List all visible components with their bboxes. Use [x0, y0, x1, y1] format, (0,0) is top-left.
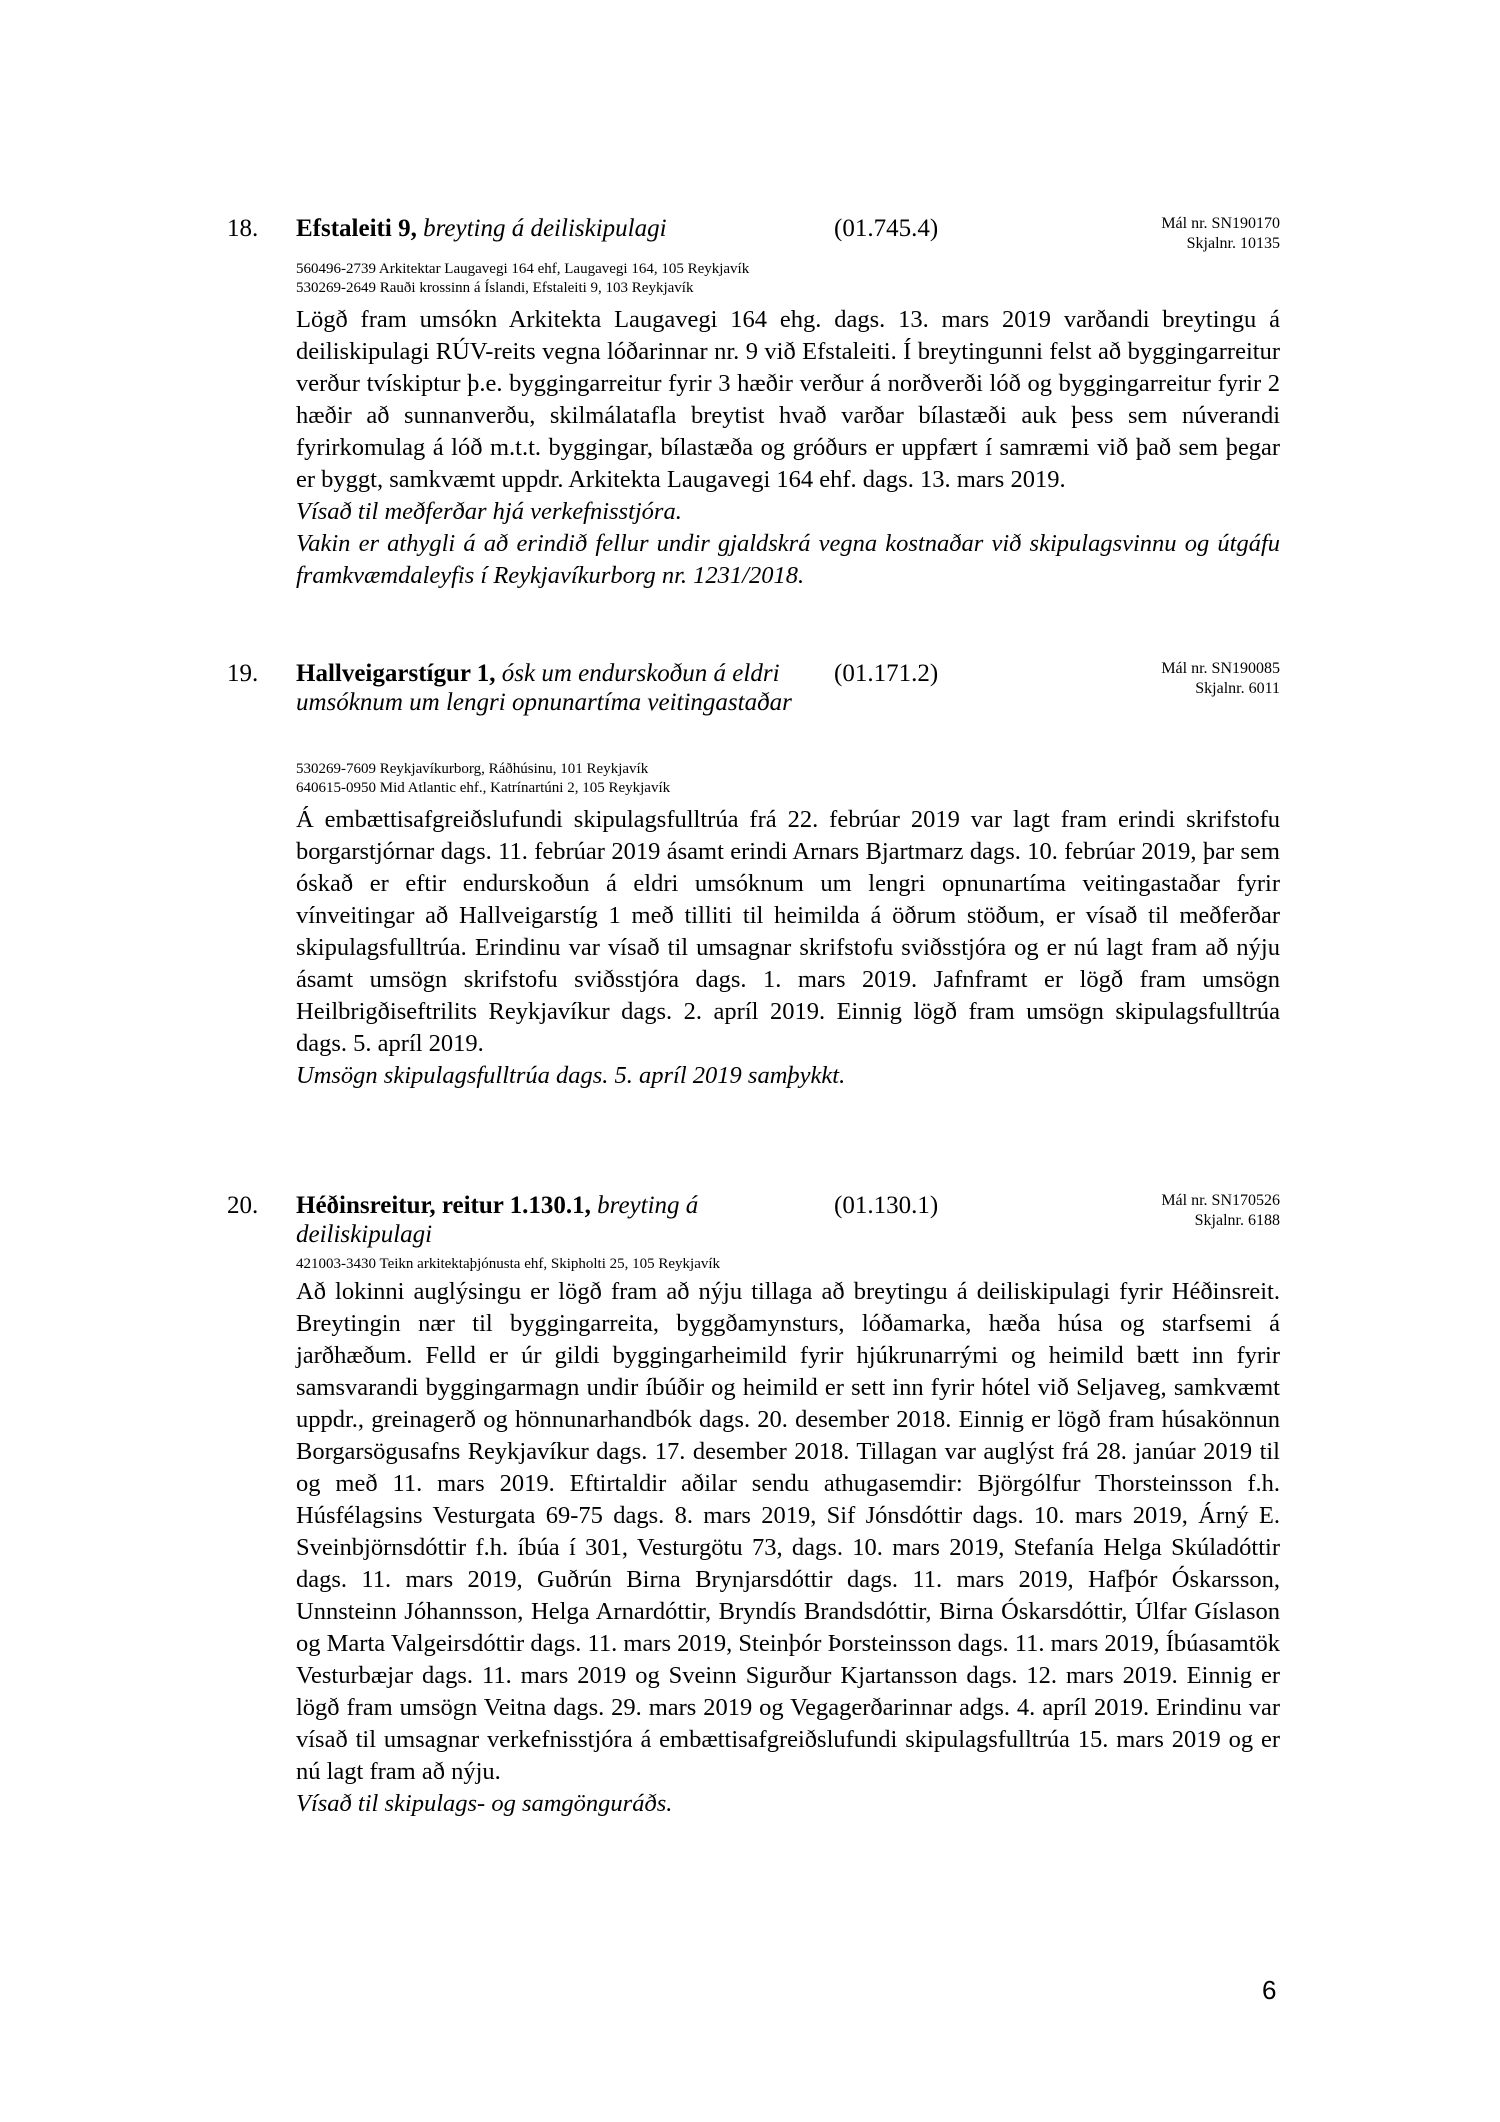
item-title — [296, 1191, 776, 1249]
item-title — [296, 214, 796, 243]
item-number: 19. — [227, 660, 259, 687]
item-case-meta — [1161, 214, 1280, 254]
party-line: 530269-7609 Reykjavíkurborg, Ráðhúsinu, 101 Reykjavík — [296, 761, 649, 777]
party-line: 421003-3430 Teikn arkitektaþjónusta ehf, Skipholti 25, 105 Reykjavík — [296, 1256, 721, 1272]
document-number: Skjalnr. 6011 — [1195, 680, 1280, 697]
item-description: Á embættisafgreiðslufundi skipulagsfulltrúa frá 22. febrúar 2019 var lagt fram erindi skrifstofu borgarstjórnar dags. 11. febrúar 2019 ásamt erindi Arnars Bjartmarz dags. 10. febrúar 2019, þar sem óskað er eftir endurskoðun á eldri umsóknum um lengri opnunartíma veitingastaðar fyrir vínveitingar að Hallveigarstíg 1 með tilliti til heimilda á öðrum stöðum, er vísað til meðferðar skipulagsfulltrúa. Erindinu var vísað til umsagnar skrifstofu sviðsstjóra og er nú lagt fram að nýju ásamt umsögn skrifstofu sviðsstjóra dags. 1. mars 2019. Jafnframt er lögð fram umsögn Heilbrigðiseftrilits Reykjavíkur dags. 2. apríl 2019. Einnig lögð fram umsögn skipulagsfulltrúa dags. 5. apríl 2019. — [296, 806, 1280, 1057]
item-case-meta — [1161, 1191, 1280, 1231]
item-land-code: (01.745.4) — [834, 215, 939, 242]
document-number: Skjalnr. 10135 — [1186, 235, 1280, 252]
item-land-code: (01.130.1) — [834, 1192, 939, 1219]
item-body — [296, 804, 1280, 1092]
item-note: Vakin er athygli á að erindið fellur undir gjaldskrá vegna kostnaðar við skipulagsvinnu og útgáfu framkvæmdaleyfis í Reykjavíkurborg nr. 1231/2018. — [296, 530, 1280, 589]
item-number: 18. — [227, 215, 259, 242]
page-number: 6 — [1262, 1975, 1277, 2005]
item-body — [296, 304, 1280, 592]
item-title-subject: breyting á deiliskipulagi — [296, 1192, 699, 1248]
item-title-address: Hallveigarstígur 1, — [296, 660, 496, 687]
party-line: 640615-0950 Mid Atlantic ehf., Katrínartúni 2, 105 Reykjavík — [296, 780, 671, 796]
item-title-subject: ósk um endurskoðun á eldri umsóknum um lengri opnunartíma veitingastaðar — [296, 660, 792, 716]
party-line: 560496-2739 Arkitektar Laugavegi 164 ehf, Laugavegi 164, 105 Reykjavík — [296, 261, 750, 277]
case-number: Mál nr. SN190085 — [1161, 660, 1280, 677]
item-parties — [296, 760, 670, 798]
item-title-subject: breyting á deiliskipulagi — [423, 215, 667, 242]
item-decision: Vísað til meðferðar hjá verkefnisstjóra. — [296, 498, 682, 525]
item-description: Að lokinni auglýsingu er lögð fram að nýju tillaga að breytingu á deiliskipulagi fyrir Héðinsreit. Breytingin nær til byggingarreita, byggðamynsturs, lóðamarka, hæða húsa og starfsemi á jarðhæðum. Felld er úr gildi byggingarheimild fyrir hjúkrunarrými og heimild bætt inn fyrir samsvarandi byggingarmagn undir íbúðir og heimild er sett inn fyrir hótel við Seljaveg, samkvæmt uppdr., greinagerð og hönnunarhandbók dags. 20. desember 2018. Einnig er lögð fram húsakönnun Borgarsögusafns Reykjavíkur dags. 17. desember 2018. Tillagan var auglýst frá 28. janúar 2019 til og með 11. mars 2019. Eftirtaldir aðilar sendu athugasemdir: Björgólfur Thorsteinsson f.h. Húsfélagsins Vesturgata 69-75 dags. 8. mars 2019, Sif Jónsdóttir dags. 10. mars 2019, Árný E. Sveinbjörnsdóttir f.h. íbúa í 301, Vesturgötu 73, dags. 10. mars 2019, Stefanía Helga Skúladóttir dags. 11. mars 2019, Guðrún Birna Brynjarsdóttir dags. 11. mars 2019, Hafþór Óskarsson, Unnsteinn Jóhannsson, Helga Arnardóttir, Bryndís Brandsdóttir, Birna Óskarsdóttir, Úlfar Gíslason og Marta Valgeirsdóttir dags. 11. mars 2019, Steinþór Þorsteinsson dags. 11. mars 2019, Íbúasamtök Vesturbæjar dags. 11. mars 2019 og Sveinn Sigurður Kjartansson dags. 12. mars 2019. Einnig er lögð fram umsögn Veitna dags. 29. mars 2019 og Vegagerðarinnar adgs. 4. apríl 2019. Erindinu var vísað til umsagnar verkefnisstjóra á embættisafgreiðslufundi skipulagsfulltrúa 15. mars 2019 og er nú lagt fram að nýju. — [296, 1278, 1280, 1785]
document-number: Skjalnr. 6188 — [1194, 1212, 1280, 1229]
item-case-meta — [1161, 659, 1280, 699]
item-title-address: Efstaleiti 9, — [296, 215, 417, 242]
item-body — [296, 1276, 1280, 1820]
item-title — [296, 659, 806, 717]
item-decision: Vísað til skipulags- og samgönguráðs. — [296, 1790, 673, 1817]
case-number: Mál nr. SN170526 — [1161, 1192, 1280, 1209]
item-description: Lögð fram umsókn Arkitekta Laugavegi 164 ehg. dags. 13. mars 2019 varðandi breytingu á deiliskipulagi RÚV-reits vegna lóðarinnar nr. 9 við Efstaleiti. Í breytingunni felst að byggingarreitur verður tvískiptur þ.e. byggingarreitur fyrir 3 hæðir verður á norðverði lóð og byggingarreitur fyrir 2 hæðir að sunnanverðu, skilmálatafla breytist hvað varðar bílastæði auk þess sem núverandi fyrirkomulag á lóð m.t.t. byggingar, bílastæða og gróðurs er uppfært í samræmi við það sem þegar er byggt, samkvæmt uppdr. Arkitekta Laugavegi 164 ehf. dags. 13. mars 2019. — [296, 306, 1280, 493]
item-title-address: Héðinsreitur, reitur 1.130.1, — [296, 1192, 591, 1219]
item-land-code: (01.171.2) — [834, 660, 939, 687]
case-number: Mál nr. SN190170 — [1161, 215, 1280, 232]
item-number: 20. — [227, 1192, 259, 1219]
item-parties — [296, 260, 749, 298]
item-decision: Umsögn skipulagsfulltrúa dags. 5. apríl 2019 samþykkt. — [296, 1062, 846, 1089]
party-line: 530269-2649 Rauði krossinn á Íslandi, Efstaleiti 9, 103 Reykjavík — [296, 280, 694, 296]
item-parties — [296, 1255, 720, 1274]
